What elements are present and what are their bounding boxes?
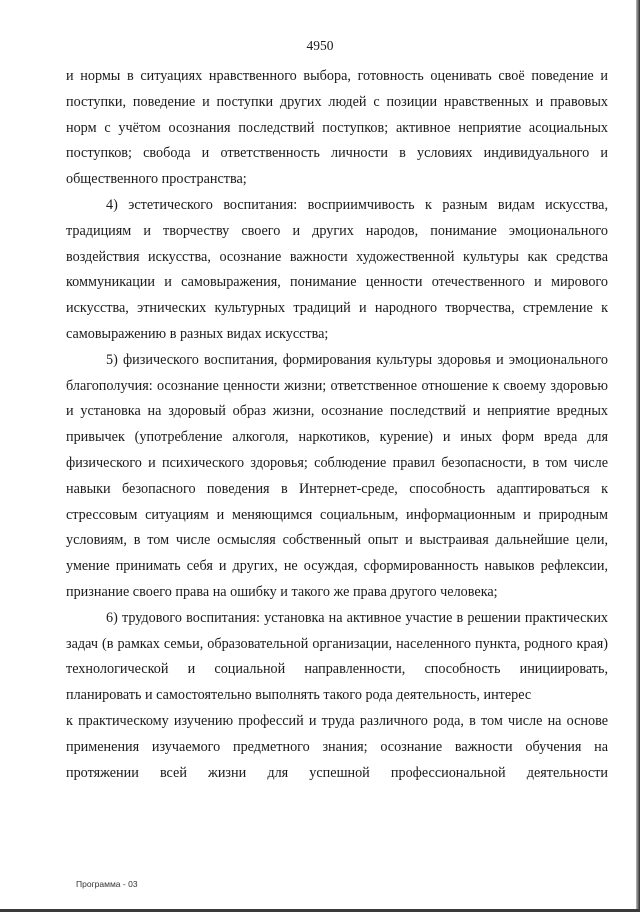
paragraph-physical-education: 5) физического воспитания, формирования культуры здоровья и эмоционального благополучия: осознание ценности жизни; ответственное отношение к своему здоровью и установка на здоровый образ жизни, осознание последствий и неприятие вредных привычек (употребление алкоголя, наркотиков, курение) и иных форм вреда для физического и психического здоровья; соблюдение правил безопасности, в том числе навыки безопасного поведения в Интернет-среде, способность адаптироваться к стрессовым ситуациям и меняющимся социальным, информационным и природным условиям, в том числе осмысляя собственный опыт и выстраивая дальнейшие цели, умение принимать себя и других, не осуждая, сформированность навыков рефлексии, признание своего права на ошибку и такого же права другого человека; bbox=[66, 351, 608, 600]
paragraph-moral-norms: и нормы в ситуациях нравственного выбора, готовность оценивать своё поведение и поступки, поведение и поступки других людей с позиции нравственных и правовых норм с учётом осознания последствий поступков; активное неприятие асоциальных поступков; свобода и ответственность личности в условиях индивидуального и общественного пространства; bbox=[66, 68, 608, 188]
paragraph-aesthetic-education: 4) эстетического воспитания: восприимчивость к разным видам искусства, традициям и творчеству своего и других народов, понимание эмоционального воздействия искусства, осознание важности художественной культуры как средства коммуникации и самовыражения, понимание ценности отечественного и мирового искусства, этнических культурных традиций и народного творчества, стремление к самовыражению в разных видах искусства; bbox=[66, 196, 608, 342]
paragraph-continuation: к практическому изучению профессий и труда различного рода, в том числе на основе применения изучаемого предметного знания; осознание важности обучения на протяжении всей жизни для успешной профессиональной деятельности bbox=[66, 712, 608, 781]
footer-program-label: Программа - 03 bbox=[76, 879, 138, 889]
document-body bbox=[66, 64, 608, 786]
page-number: 4950 bbox=[306, 38, 334, 53]
scan-right-edge bbox=[636, 0, 640, 912]
paragraph-labor-education: 6) трудового воспитания: установка на активное участие в решении практических задач (в рамках семьи, образовательной организации, населенного пункта, родного края) технологической и социальной направленности, способность инициировать, планировать и самостоятельно выполнять такого рода деятельность, интерес bbox=[66, 609, 608, 704]
